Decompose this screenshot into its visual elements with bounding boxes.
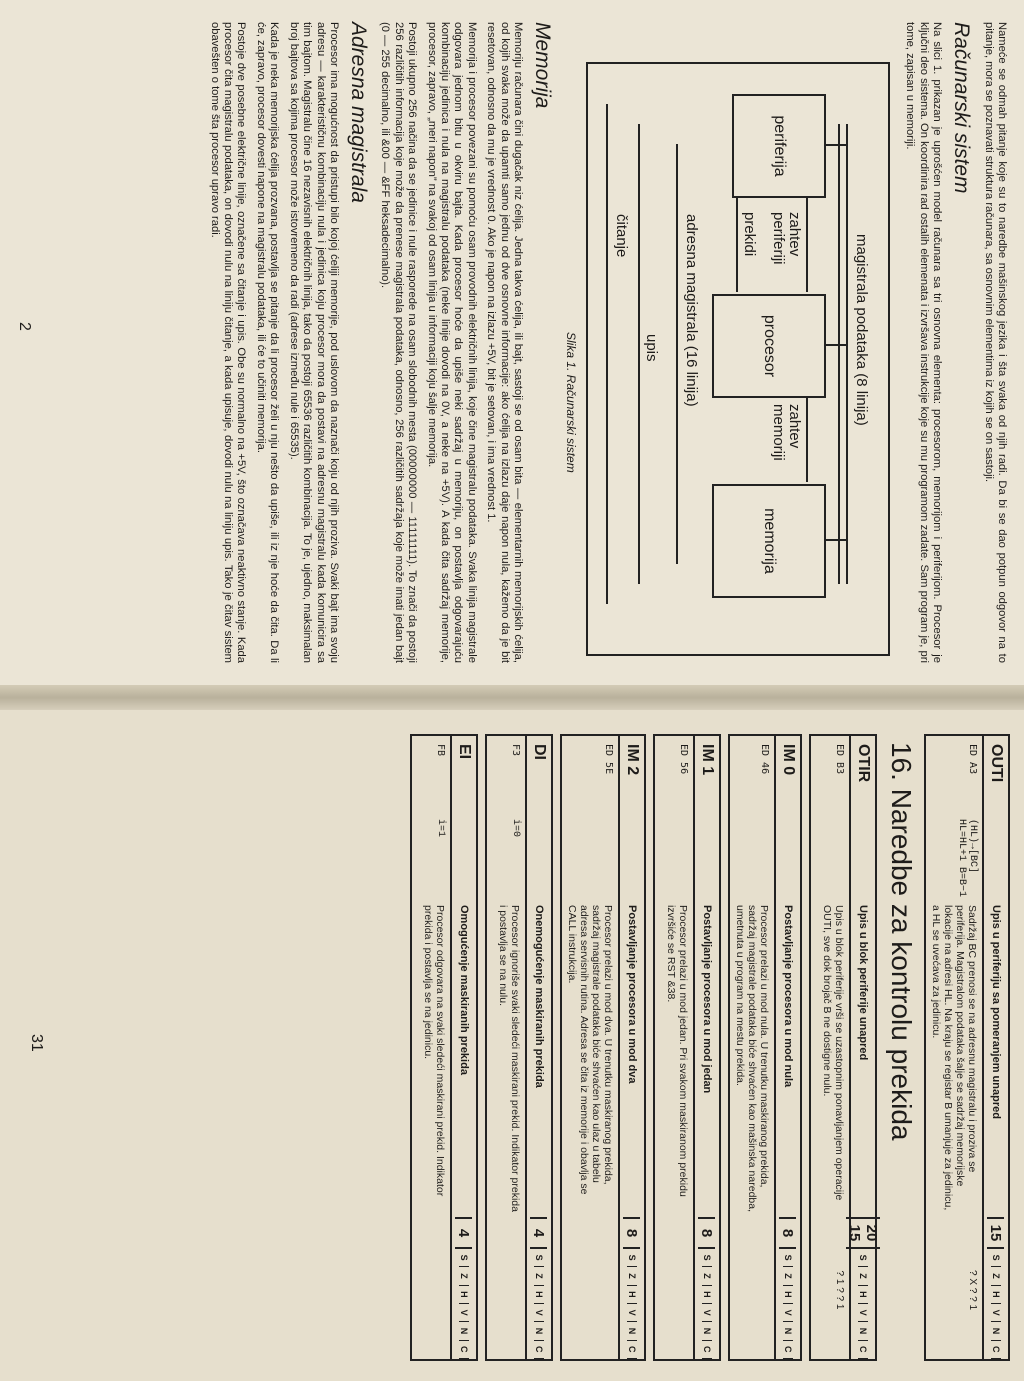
address-paragraph-3: Postoje dve posebne električne linije, označene sa čitanje i upis. Obe su normalno na +5V, što označava neaktivno stanje. Kada procesor čita magistralu podataka, on dovodi nulu na liniju čitanje, a kada upisuje, dovodi nulu na liniju upis. Tako je čitav sistem obavešten o tome šta procesor upravo radi. [208,22,248,663]
instruction-header [525,736,551,1359]
page-number-bottom: 31 [28,1034,45,1052]
heading-address-bus: Adresna magistrala [346,22,370,203]
opcode: FB [435,744,446,757]
instruction-body [562,736,618,1359]
flag-values: ? X ? ? 1 [967,1269,978,1311]
instruction-body [487,736,525,1359]
flag-label: Z [534,1267,544,1285]
address-bus-label: adresna magistrala (16 linija) [683,214,700,407]
opcode: ED 46 [759,744,770,775]
mnemonic: DI [531,744,548,760]
instruction-body [412,736,450,1359]
flag-label: C [991,1341,1001,1359]
flag-values [566,1221,614,1359]
heading-memory: Memorija [531,22,554,109]
flag-header [459,1249,469,1359]
mnemonic: IM 0 [780,744,797,776]
flag-label: H [858,1286,868,1304]
read-line [606,104,608,604]
address-paragraph-2: Kada je neka memorijska ćelija prozvana, postavlja se pitanje da li procesor želi u nju nešto da upiše, ili iz nje hoće da čita. Da li će, zapravo, procesor dovesti napone na magistralu podataka, ili će to učiniti memorija. [254,22,281,663]
instruction-row [560,734,646,1361]
effect: i=0 [510,819,521,838]
cycle-count: 20 15 [846,1217,880,1249]
opcode: F3 [510,744,521,757]
flag-label: C [534,1341,544,1359]
instruction-row [728,734,802,1361]
mnemonic: IM 2 [624,744,641,776]
mnemonic: EI [456,744,473,760]
flag-label: S [783,1249,793,1267]
address-bus-line [676,144,678,564]
instruction-row [410,734,478,1361]
intro-paragraph: Nameće se odmah pitanje koje su to naredbe mašinskog jezika i šta svaka od njih radi. Da bi se dao potpun odgovor na to pitanje, mora se poznavati struktura računara, sa osnovnim elementima iz kojih se on sastoji. [982,22,1008,663]
instruction-description: Procesor ignoriše svaki sledeći maskirani prekid. Indikator prekida i postavlja se na nulu. [497,905,521,1212]
data-bus-drop-proc [826,344,848,346]
flag-label: H [783,1286,793,1304]
flag-header [991,1249,1001,1359]
instruction-header [846,736,880,1359]
flag-label: S [627,1249,637,1267]
cycle-count: 4 [456,1217,473,1249]
req-periph-line [806,196,808,292]
bottom-page-content [0,710,1024,1381]
page-fold [0,685,1024,710]
data-bus-line-2 [838,124,840,584]
req-periph-label: zahtev periferiji [770,212,803,265]
cycle-count: 8 [780,1217,797,1249]
flag-header [627,1249,637,1359]
flag-label: Z [627,1267,637,1285]
instruction-title: Postavljanje procesora u mod jedan [701,905,713,1094]
computer-system-diagram [586,62,890,656]
flag-label: N [534,1322,544,1340]
instruction-row [809,734,880,1361]
effect: i=1 [435,819,446,838]
system-paragraph: Na slici 1. prikazan je uprošćen model računara sa tri osnovna elementa: procesorom, memorijom i periferijom. Procesor je ključni deo sistema. On koordinira rad ostalih elemenata i izvršava instrukcije koje su mu programom zadate. Sam program je, pri tome, zapisan u memoriji. [904,22,944,663]
flag-label: V [858,1304,868,1322]
flag-label: S [858,1249,868,1267]
flag-label: H [534,1286,544,1304]
memory-section [201,22,562,663]
flag-label: H [702,1286,712,1304]
flag-label: Z [991,1267,1001,1285]
write-label: upis [643,334,660,362]
interrupts-label: prekidi [741,212,758,257]
mnemonic: IM 1 [699,744,716,776]
memory-paragraph-3: Postoji ukupno 256 načina da se jedinice i nule rasporede na osam slobodnih mesta (00000000 — 11111111). To znači da postoji 256 različitih informacija koje može da prenese magistrala podataka, odnosno, 256 različitih sadržaja koje može imati jedan bajt (0 — 255 decimalno, ili &00 — &FF heksadecimalno). [379,22,419,663]
cycle-count: 8 [699,1217,716,1249]
flag-label: Z [858,1267,868,1285]
instruction-title: Upis u periferiju sa pomeranjem unapred [990,905,1002,1119]
req-mem-line [806,396,808,482]
effect [734,819,770,899]
cycle-count: 15 [988,1217,1005,1249]
opcode: ED 56 [678,744,689,775]
data-bus-drop-mem [826,539,848,541]
flag-label: V [702,1304,712,1322]
flag-label: V [783,1304,793,1322]
instruction-body [926,736,982,1359]
instruction-title: Upis u blok periferije unapred [857,905,869,1061]
data-bus-drop-periph [826,144,848,146]
flag-label: S [459,1249,469,1267]
instruction-header [693,736,719,1359]
effect: (HL)→[BC] HL=HL+1 B=B−1 [956,819,978,898]
instruction-body [655,736,693,1359]
mnemonic: OTIR [855,744,872,783]
processor-box: procesor [712,294,826,398]
flag-header [858,1249,868,1359]
instruction-header [618,736,644,1359]
memory-paragraph-1: Memoriju računara čini dugačak niz ćelija. Jedna takva ćelija, ili bajt, sastoji se od osam bita — elementarnih memorijskih ćelija, od kojih svaka može da upamti samo jednu od dve osnovne informacije: ako ćelija na izlazu daje napon nula, kažemo da je bit resetovan, odnosno da mu je vrednost 0. Ako je napon na izlazu +5V, bit je setovan, i ima vrednost 1. [485,22,524,663]
instruction-description: Procesor prelazi u mod dva. U trenutku maskiranog prekida, sadržaj magistrale podataka biće shvaćen kao ulaz u tabelu adresa servisnih rutina. Adresa se čita iz memorije i obavlja se CALL instrukcija. [566,905,614,1195]
instruction-row [653,734,721,1361]
memory-paragraph-2: Memorija i procesor povezani su pomoću osam provodnih električnih linija, koje čine magistralu podataka. Svaka linija magistrale odgovara jednom bitu u okviru bajta. Kada procesor hoće da upiše neki sadržaj u memoriju, on postavlja odgovarajuću kombinaciju jedinica i nula na magistralu podataka (neke linije dovodi na 0V, a neke na +5V). A kada čita sadržaj memorije, procesor, zapravo, „meri napon” na svakoj od osam linija u informaciji koju šalje memorija. [425,22,478,663]
opcode: ED B3 [834,744,845,775]
instruction-description: Procesor prelazi u mod jedan. Pri svakom maskiranom prekidu izvršiće se RST &38. [665,905,689,1197]
mnemonic: OUTI [988,744,1005,783]
flag-values [416,1221,446,1359]
effect [659,819,689,899]
flag-label: V [534,1304,544,1322]
flag-label: S [534,1249,544,1267]
instruction-title: Postavljanje procesora u mod nula [782,905,794,1088]
flag-label: N [783,1322,793,1340]
flag-values [491,1221,521,1359]
cycle-count: 4 [531,1217,548,1249]
effect [815,819,845,899]
instruction-header [774,736,800,1359]
interrupts-line [736,196,738,292]
instruction-body [730,736,774,1359]
flag-label: N [459,1322,469,1340]
flag-values [734,1221,770,1359]
data-bus-line [846,124,848,584]
instruction-description: Upis u blok periferije vrši se uzastopnim ponavljanjem operacije OUTI, sve dok brojač B ne dostigne nulu. [821,905,845,1201]
instruction-description: Procesor odgovara na svaki sledeći maskirani prekid. Indikator prekida i postavlja se na jedinicu. [422,905,446,1197]
flag-label: C [459,1341,469,1359]
instruction-row [485,734,553,1361]
flag-values: ? 1 ? ? 1 [834,1270,845,1310]
instruction-description: Sadržaj BC prenosi se na adresnu magistralu i proziva se periferija. Magistralom podataka šalje se sadržaj memorijske lokacije na adresi HL. Na kraju se registar B umanjuje za jedinicu, a HL se uvećava za jedinicu. [930,905,978,1211]
read-label: čitanje [613,214,630,258]
instruction-title: Omogućenje maskiranih prekida [458,905,470,1075]
effect [566,819,614,899]
page-number-top: 2 [16,322,33,331]
flag-label: C [858,1341,868,1359]
instruction-body [811,736,849,1359]
flag-header [783,1249,793,1359]
flag-label: H [991,1286,1001,1304]
flag-label: N [858,1322,868,1340]
flag-label: C [627,1341,637,1359]
instruction-title: Onemogućenje maskiranih prekida [533,905,545,1088]
opcode: ED A3 [967,744,978,775]
address-paragraph-1: Procesor ima mogućnost da pristupi bilo kojoj ćeliji memorije, pod uslovom da naznači koju od njih proziva. Svaki bajt ima svoju adresu — karakterističnu kombinaciju nula i jedinica koju procesor mora da postavi na adresnu magistralu kada komunicira sa tim bajtom. Magistralu čine 16 nezavisnih električnih linija, tako da postoji 65536 različitih kombinacija. To je, ujedno, maksimalan broj bajtova sa kojima procesor može istovremeno da radi (adrese između nule i 65535). [287,22,340,663]
flag-label: Z [783,1267,793,1285]
instruction-header [982,736,1008,1359]
instruction-title: Postavljanje procesora u mod dva [626,905,638,1084]
data-bus-label: magistrala podataka (8 linija) [853,234,870,426]
write-line [638,124,640,584]
flag-label: H [459,1286,469,1304]
flag-label: N [991,1322,1001,1340]
flag-label: V [627,1304,637,1322]
figure-caption: Slika 1. Računarski sistem [564,332,578,473]
flag-header [702,1249,712,1359]
periphery-box: periferija [732,94,826,198]
flag-label: N [627,1322,637,1340]
flag-label: S [991,1249,1001,1267]
instruction-description: Procesor prelazi u mod nula. U trenutku maskiranog prekida, sadržaj magistrale podataka biće shvaćen kao mašinska naredba, umetnuta u program na mestu prekida. [734,905,770,1213]
flag-label: Z [702,1267,712,1285]
flag-label: C [702,1341,712,1359]
flag-label: S [702,1249,712,1267]
top-page-content [0,0,1024,685]
flag-header [534,1249,544,1359]
flag-label: N [702,1322,712,1340]
opcode: ED 5E [603,744,614,775]
flag-label: Z [459,1267,469,1285]
flag-label: V [991,1304,1001,1322]
memory-box: memorija [712,484,826,598]
section-title: 16. Naredbe za kontrolu prekida [886,742,917,1141]
heading-system: Računarski sistem [950,22,974,194]
cycle-count: 8 [624,1217,641,1249]
flag-values [659,1221,689,1359]
flag-label: H [627,1286,637,1304]
req-mem-label: zahtev memoriji [770,404,803,461]
flag-label: C [783,1341,793,1359]
flag-label: V [459,1304,469,1322]
instruction-header [450,736,476,1359]
instruction-row [924,734,1010,1361]
